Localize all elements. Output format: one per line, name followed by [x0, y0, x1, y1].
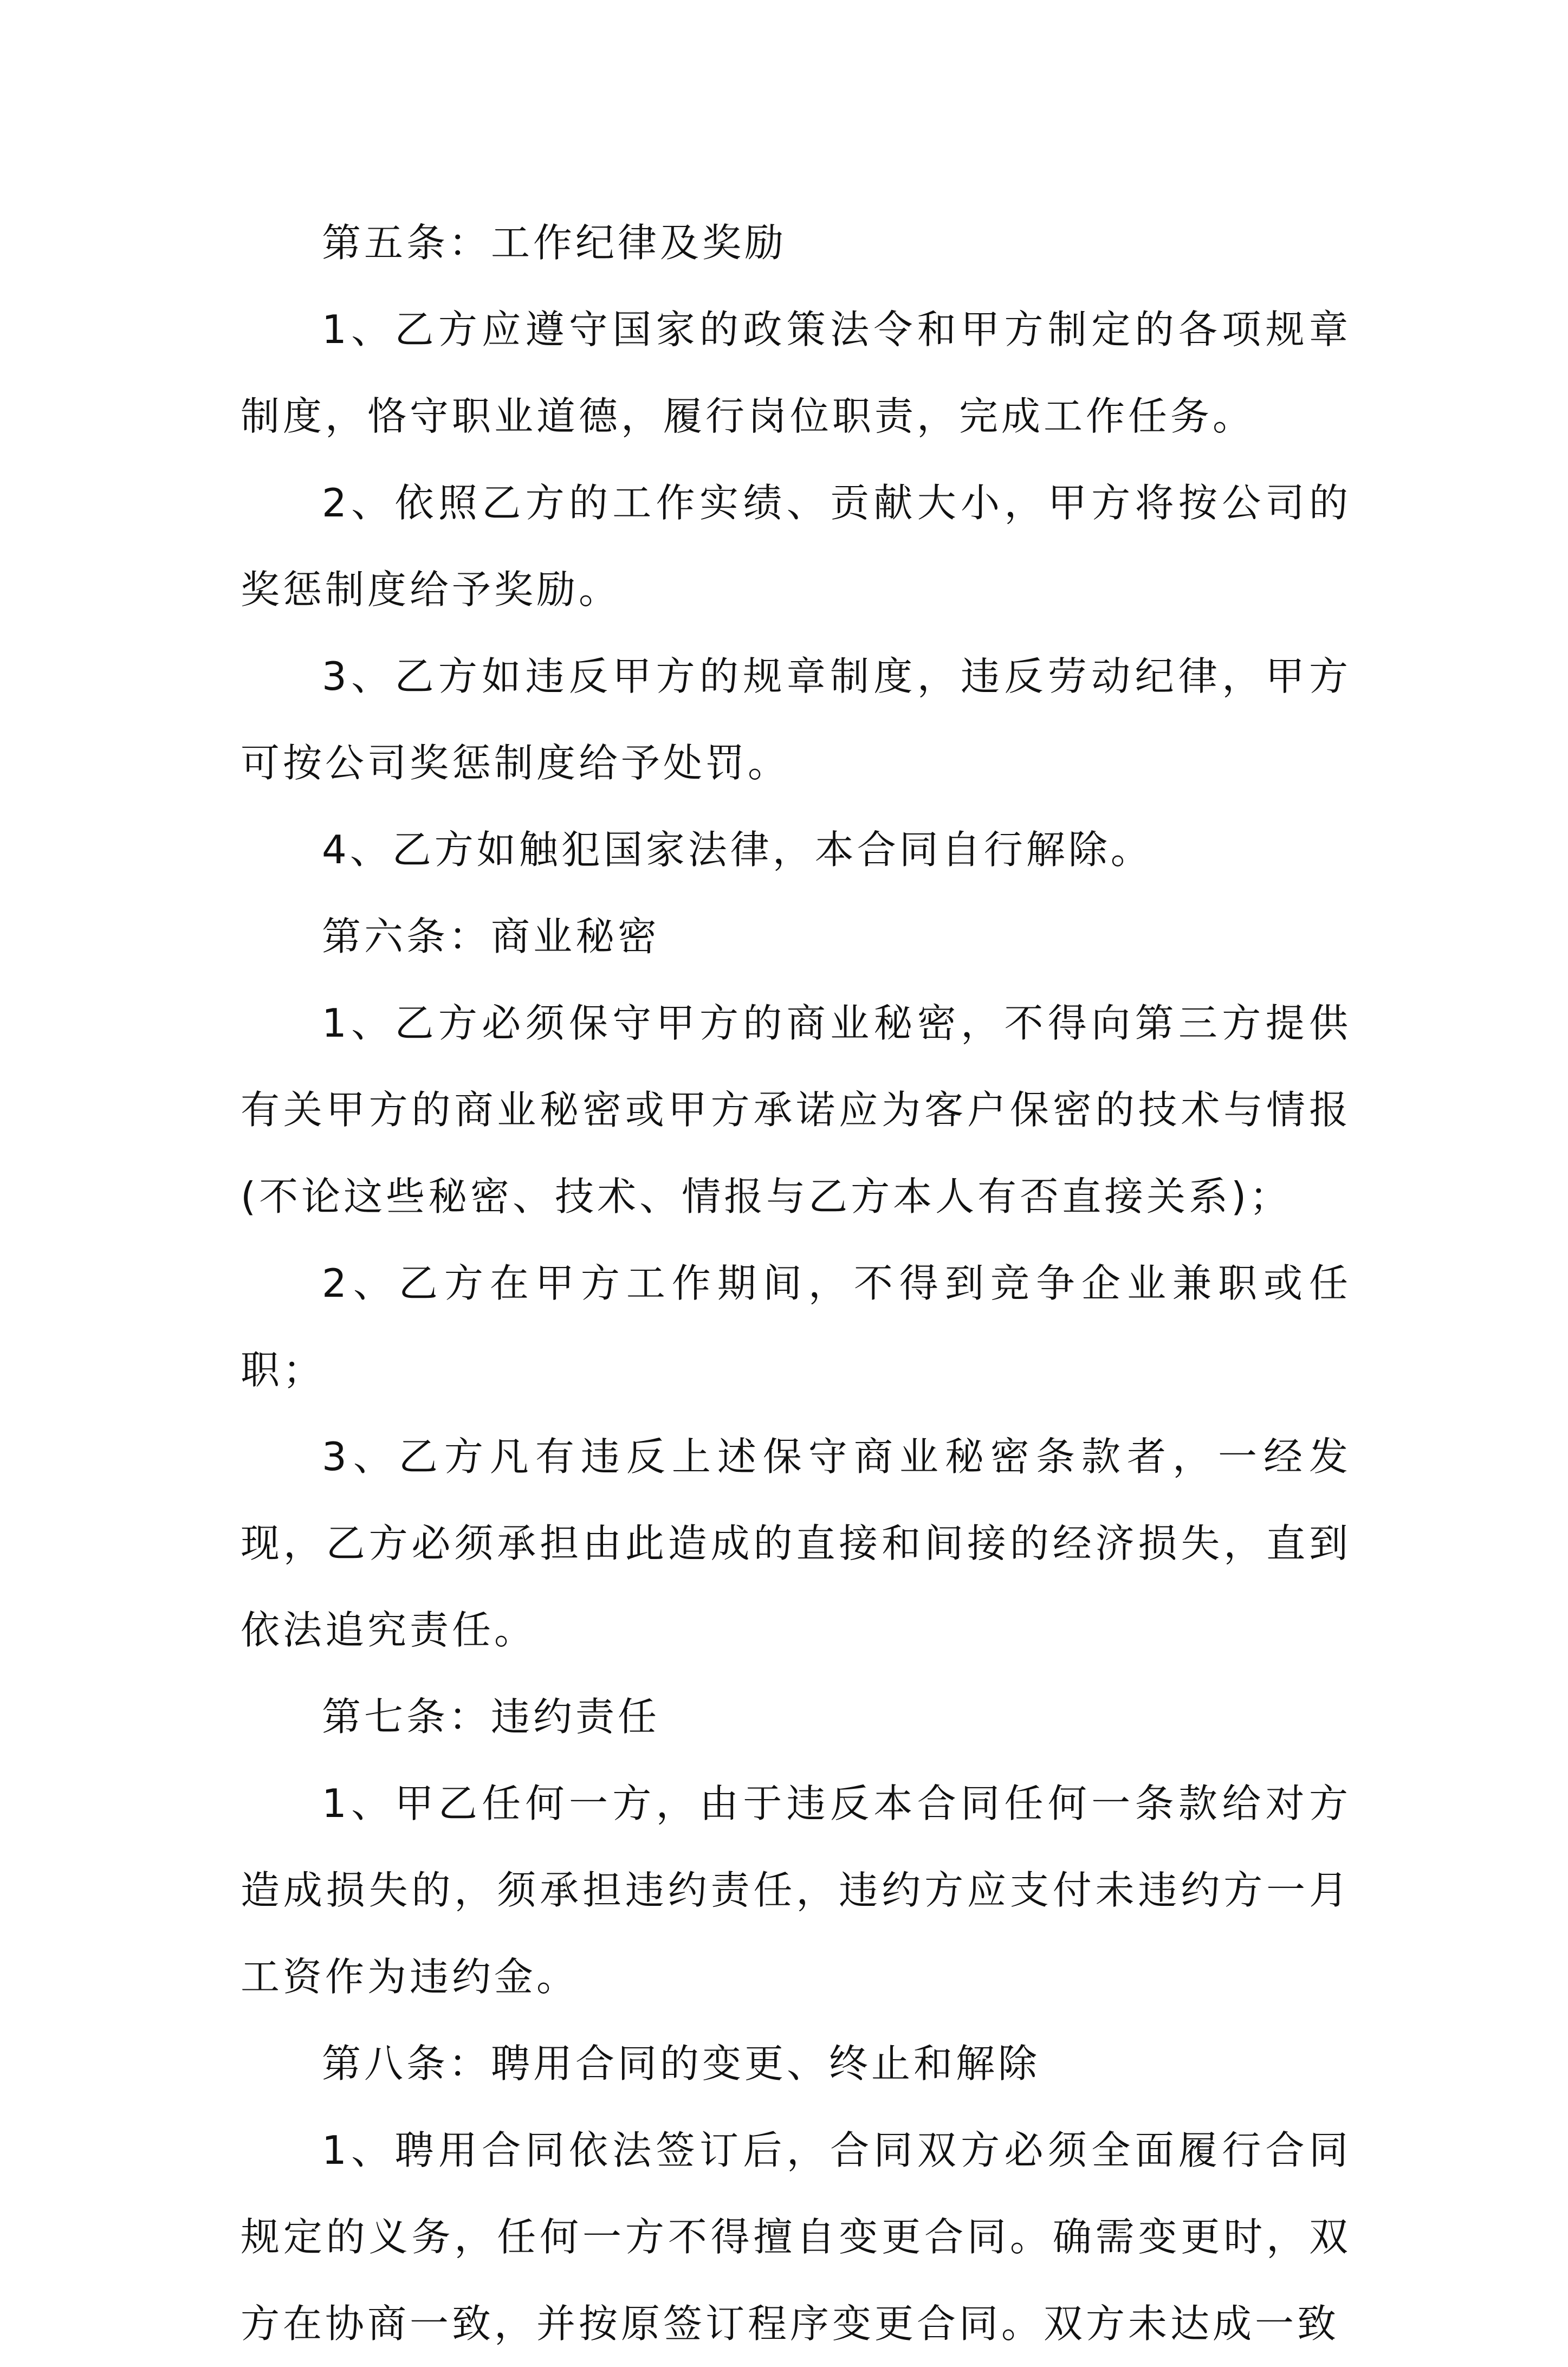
document-body — [241, 199, 1351, 2367]
article-5-clause-2: 2、依照乙方的工作实绩、贡献大小，甲方将按公司的奖惩制度给予奖励。 — [241, 480, 1351, 612]
article-7-heading: 第七条：违约责任 — [322, 1694, 660, 1739]
article-5-heading: 第五条：工作纪律及奖励 — [322, 220, 787, 266]
article-5-clause-4: 4、乙方如触犯国家法律，本合同自行解除。 — [322, 827, 1153, 872]
article-8-clause-1: 1、聘用合同依法签订后，合同双方必须全面履行合同规定的义务，任何一方不得擅自变更合同。确需变更时，双方在协商一致，并按原签订程序变更合同。双方未达成一致 — [241, 2127, 1351, 2346]
article-6-clause-2: 2、乙方在甲方工作期间，不得到竞争企业兼职或任职； — [241, 1260, 1351, 1393]
article-5-clause-3: 3、乙方如违反甲方的规章制度，违反劳动纪律，甲方可按公司奖惩制度给予处罚。 — [241, 654, 1351, 786]
article-5-clause-1: 1、乙方应遵守国家的政策法令和甲方制定的各项规章制度，恪守职业道德，履行岗位职责，完成工作任务。 — [241, 307, 1351, 439]
article-6-heading: 第六条：商业秘密 — [322, 914, 660, 959]
article-6-clause-3: 3、乙方凡有违反上述保守商业秘密条款者，一经发现，乙方必须承担由此造成的直接和间接的经济损失，直到依法追究责任。 — [241, 1434, 1351, 1653]
article-6-clause-1: 1、乙方必须保守甲方的商业秘密，不得向第三方提供有关甲方的商业秘密或甲方承诺应为客户保密的技术与情报(不论这些秘密、技术、情报与乙方本人有否直接关系)； — [241, 1000, 1351, 1219]
article-8-heading: 第八条：聘用合同的变更、终止和解除 — [322, 2041, 1041, 2086]
article-7-clause-1: 1、甲乙任何一方，由于违反本合同任何一条款给对方造成损失的，须承担违约责任，违约方应支付未违约方一月工资作为违约金。 — [241, 1781, 1351, 2000]
